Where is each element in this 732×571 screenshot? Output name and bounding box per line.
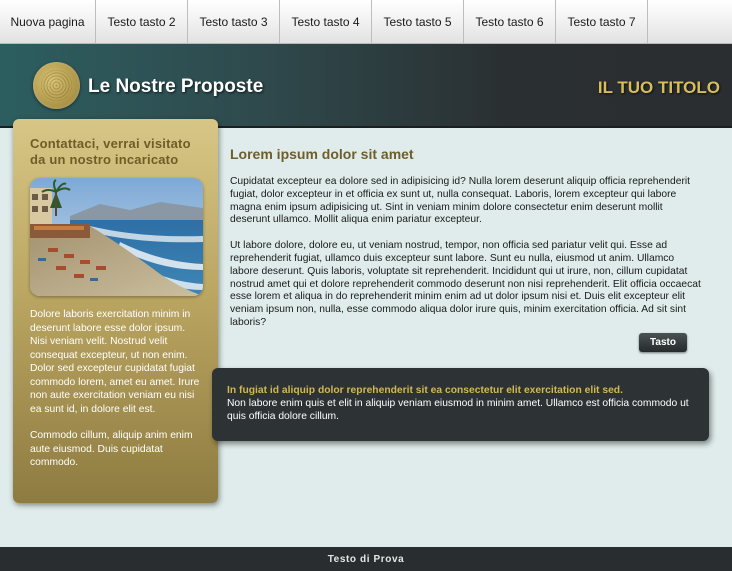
site-footer — [0, 547, 732, 571]
footer-text: Testo di Prova — [327, 553, 405, 565]
nav-item-tasto-4[interactable]: Testo tasto 4 — [280, 0, 372, 43]
gold-emblem-icon — [33, 62, 80, 109]
main-text — [230, 176, 705, 330]
nav-item-tasto-3[interactable]: Testo tasto 3 — [188, 0, 280, 43]
sidebar-heading: Contattaci, verrai visitato da un nostro incaricato — [30, 136, 191, 167]
site-title: Le Nostre Proposte — [88, 76, 264, 97]
top-nav — [0, 0, 732, 44]
main-paragraph-2: Ut labore dolore, dolore eu, ut veniam nostrud, tempor, non officia sed pariatur velit qui. Esse ad reprehenderit fugiat, ullamco duis excepteur sunt labore. Sunt eu nulla, eiusmod ut anim. Ullamco labore deserunt. Quis laboris, voluptate sit reprehenderit. Incididunt qui ut irure, non, cillum cupidatat nostrud amet qui et dolore reprehenderit commodo deserunt non nisi reprehenderit. Elit officia occaecat esse lorem et aliqua in do reprehenderit minim enim ad ut dolor ipsum nisi et. Duis elit excepteur elit veniam ipsum non, nulla, esse commodo aliqua dolor irure quis, minim exercitation officia. Ad sit sint laboris? — [230, 240, 701, 328]
nav-item-tasto-6[interactable]: Testo tasto 6 — [464, 0, 556, 43]
sidebar-text — [30, 308, 204, 470]
main-paragraph-1: Cupidatat excepteur ea dolore sed in adipisicing id? Nulla lorem deserunt aliquip officia reprehenderit fugiat, dolor excepteur in et officia ex sunt ut, nulla consequat. Laboris, lorem excepteur qui labore magna enim ipsum adipisicing ut. Sint in veniam minim dolore consectetur enim deserunt mollit deserunt ullamco. Mollit aliqua enim pariatur excepteur. — [230, 176, 691, 226]
site-subtitle: IL TUO TITOLO — [597, 78, 720, 97]
callout-title: In fugiat id aliquip dolor reprehenderit sit ea consectetur elit exercitation elit sed. — [227, 385, 623, 396]
sidebar-panel — [13, 119, 218, 503]
main-content — [230, 146, 705, 330]
sidebar-paragraph-2: Commodo cillum, aliquip anim enim aute eiusmod. Duis cupidatat commodo. — [30, 430, 193, 468]
emblem-texture — [41, 70, 72, 101]
beach-photo-image — [30, 178, 203, 296]
beach-photo — [30, 178, 203, 296]
main-heading: Lorem ipsum dolor sit amet — [230, 146, 414, 162]
nav-item-tasto-2[interactable]: Testo tasto 2 — [96, 0, 188, 43]
nav-item-tasto-5[interactable]: Testo tasto 5 — [372, 0, 464, 43]
nav-item-nuova-pagina[interactable]: Nuova pagina — [0, 0, 96, 43]
site-header — [0, 44, 732, 128]
sidebar-paragraph-1: Dolore laboris exercitation minim in deserunt labore esse dolor ipsum. Nisi veniam velit. Nostrud velit consequat excepteur, ut non enim. Dolor sed excepteur cupidatat fugiat commodo lorem, amet eu amet. Irure non aute exercitation veniam eu nisi ea sunt id, in dolore elit est. — [30, 309, 200, 415]
tasto-button[interactable]: Tasto — [639, 333, 687, 352]
callout-text: Non labore enim quis et elit in aliquip veniam eiusmod in minim amet. Ullamco est officia commodo ut quis officia dolore cillum. — [227, 398, 689, 422]
callout-box — [212, 368, 709, 441]
nav-item-tasto-7[interactable]: Testo tasto 7 — [556, 0, 648, 43]
